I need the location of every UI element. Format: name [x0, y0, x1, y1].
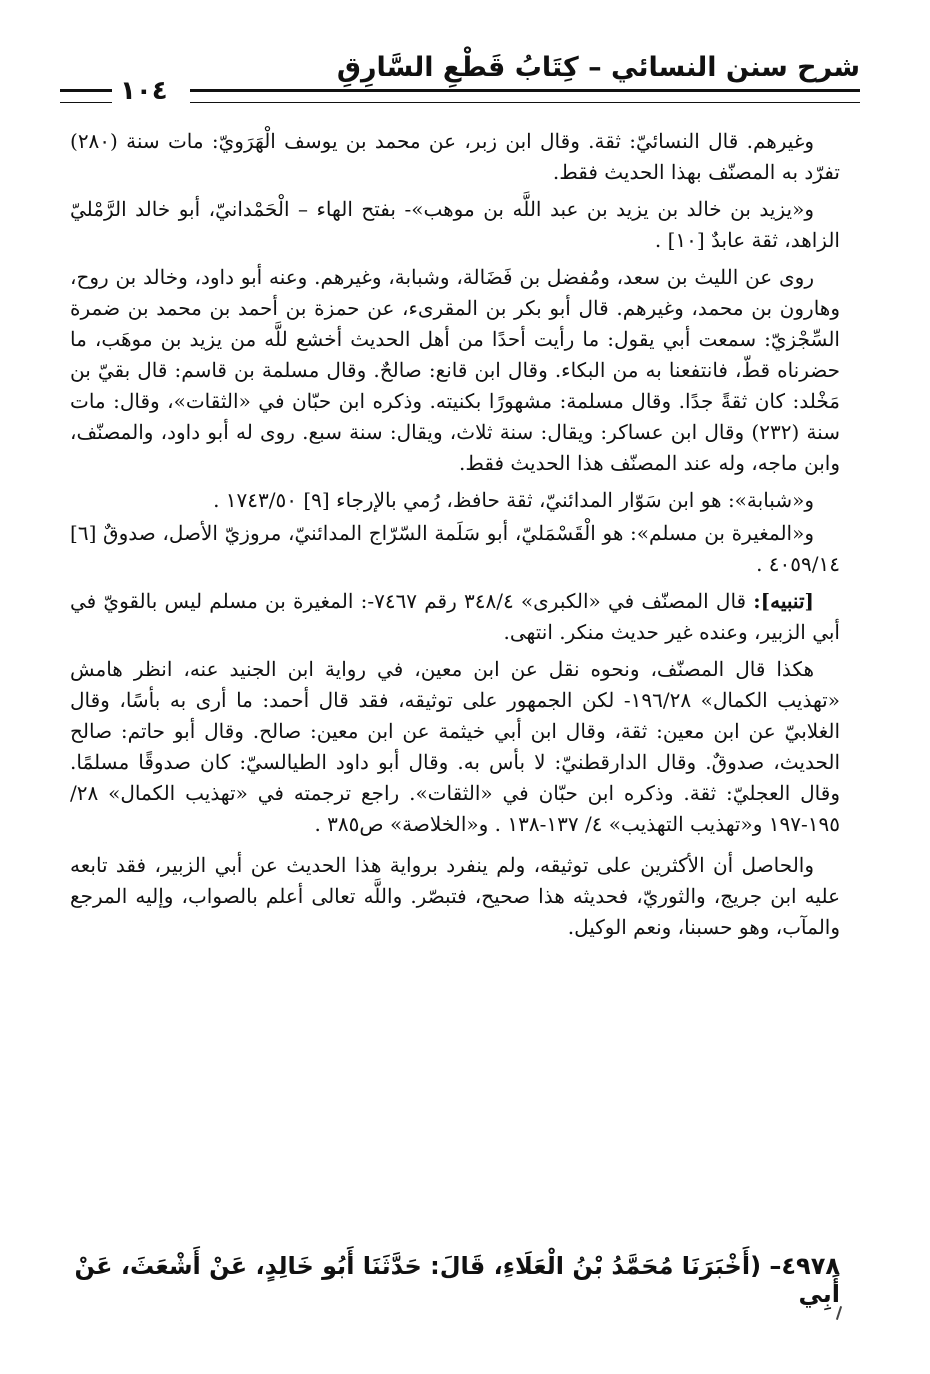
paragraph-7: والحاصل أن الأكثرين على توثيقه، ولم ينفرد برواية هذا الحديث عن أبي الزبير، فقد تابعه عليه ابن جريج، والثوريّ، فحديثه هذا صحيح، فتبصّر. واللَّه تعالى أعلم بالصواب، وإليه المرجع والمآب، وهو حسبنا، ونعم الوكيل.	[70, 853, 840, 939]
hadith-text: ٤٩٧٨– (أَخْبَرَنَا مُحَمَّدُ بْنُ الْعَلَاءِ، قَالَ: حَدَّثَنَا أَبُو خَالِدٍ، عَنْ أَشْعَثَ، عَنْ أَبِي	[74, 1252, 840, 1308]
note-text: قال المصنّف في «الكبرى» ٣٤٨/٤ رقم ٧٤٦٧-: المغيرة بن مسلم ليس بالقويّ في أبي الزبير، وعنده غير حديث منكر. انتهى.	[70, 589, 840, 644]
paragraph-3: روى عن الليث بن سعد، ومُفضل بن فَضَالة، وشبابة، وغيرهم. وعنه أبو داود، وخالد بن روح، وهارون بن محمد، وغيرهم. قال أبو بكر بن المقرىء، عن حمزة بن أحمد بن محمد بن ضمرة السِّجْزيّ: سمعت أبي يقول: ما رأيت أحدًا من أهل الحديث أخشع للَّه من يزيد بن موهَب، ما حضرناه قطّ، فانتفعنا به من البكاء. وقال ابن قانع: صالحٌ. وقال مسلمة بن قاسم: قال بقيّ بن مَخْلد: كان ثقةً جدًا. وقال مسلمة: مشهورًا بكنيته. وذكره ابن حبّان في «الثقات»، وقال: مات سنة (٢٣٢) وقال ابن عساكر: ويقال: سنة ثلاث، ويقال: سنة سبع. روى له أبو داود، والمصنّف، وابن ماجه، وله عند المصنّف هذا الحديث فقط.	[70, 265, 840, 475]
paragraph-5: و«المغيرة بن مسلم»: هو الْقَسْمَليّ، أبو سَلَمة السّرّاج المدائنيّ، مروزيّ الأصل، صدوقٌ [٦] ٤٠٥٩/١٤ .	[70, 521, 840, 576]
commentary-body	[70, 126, 840, 949]
note-label: [تنبيه]:	[753, 589, 814, 613]
page-header	[60, 52, 860, 112]
page-number: ١٠٤	[120, 76, 168, 106]
margin-mark	[836, 1306, 842, 1320]
header-rule-right	[190, 89, 860, 103]
running-title: شرح سنن النسائي – كِتَابُ قَطْعِ السَّارِقِ	[336, 52, 860, 83]
paragraph-1: وغيرهم. قال النسائيّ: ثقة. وقال ابن زبر، عن محمد بن يوسف الْهَرَويّ: مات سنة (٢٨٠) تفرّد به المصنّف بهذا الحديث فقط.	[70, 129, 840, 184]
paragraph-4: و«شبابة»: هو ابن سَوّار المدائنيّ، ثقة حافظ، رُمي بالإرجاء [٩] ١٧٤٣/٥٠ .	[213, 488, 814, 512]
note-paragraph	[70, 586, 840, 648]
header-rule-left	[60, 89, 112, 103]
paragraph-6: هكذا قال المصنّف، ونحوه نقل عن ابن معين، في رواية ابن الجنيد عنه، انظر هامش «تهذيب الكمال» ١٩٦/٢٨- لكن الجمهور على توثيقه، فقد قال أحمد: ما أرى به بأسًا، وقال الغلابيّ عن ابن معين: ثقة، وقال ابن أبي خيثمة عن ابن معين: صالح. وقال أبو حاتم: صالح الحديث، صدوقٌ. وقال الدارقطنيّ: لا بأس به. وقال أبو داود الطيالسيّ: كان صدوقًا مسلمًا. وقال العجليّ: ثقة. وذكره ابن حبّان في «الثقات». راجع ترجمته في «تهذيب الكمال» ٢٨/ ١٩٥-١٩٧ و«تهذيب التهذيب» ٤/ ١٣٧-١٣٨ . و«الخلاصة» ص٣٨٥ .	[70, 657, 840, 836]
paragraph-2: و«يزيد بن خالد بن يزيد بن عبد اللَّه بن موهب»- بفتح الهاء – الْحَمْدانيّ، أبو خالد الرَّمْليّ الزاهد، ثقة عابدٌ [١٠] .	[70, 197, 840, 252]
